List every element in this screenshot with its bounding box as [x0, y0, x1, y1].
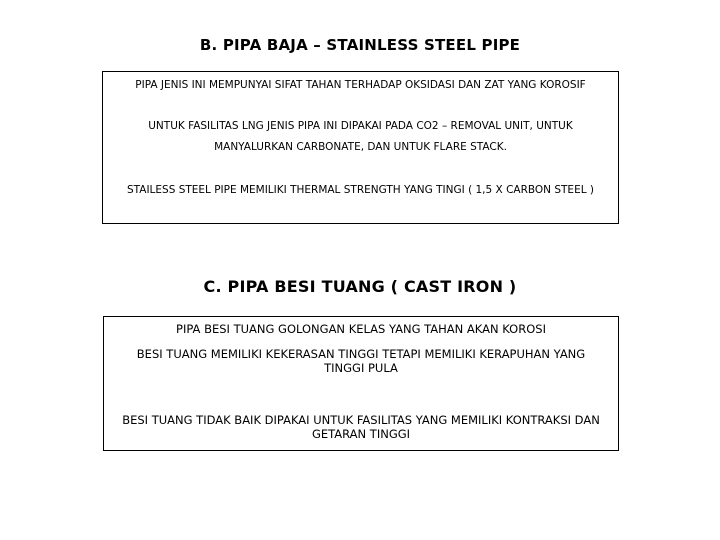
section-c-paragraph-3: BESI TUANG TIDAK BAIK DIPAKAI UNTUK FASILITAS YANG MEMILIKI KONTRAKSI DAN GETARAN TINGGI: [122, 413, 600, 441]
section-c-paragraph-1: PIPA BESI TUANG GOLONGAN KELAS YANG TAHAN AKAN KOROSI: [176, 322, 546, 336]
section-b-paragraph-2-continued: MANYALURKAN CARBONATE, DAN UNTUK FLARE STACK.: [214, 141, 507, 153]
section-b-title: B. PIPA BAJA – STAINLESS STEEL PIPE: [199, 36, 521, 54]
section-c-title: C. PIPA BESI TUANG ( CAST IRON ): [203, 277, 517, 296]
section-c-text-box: [103, 316, 619, 451]
section-c-paragraph-2: BESI TUANG MEMILIKI KEKERASAN TINGGI TETAPI MEMILIKI KERAPUHAN YANG TINGGI PULA: [136, 347, 586, 375]
section-b-text-box: [102, 71, 619, 224]
section-b-paragraph-2: UNTUK FASILITAS LNG JENIS PIPA INI DIPAKAI PADA CO2 – REMOVAL UNIT, UNTUK: [148, 120, 573, 132]
section-b-paragraph-1: PIPA JENIS INI MEMPUNYAI SIFAT TAHAN TERHADAP OKSIDASI DAN ZAT YANG KOROSIF: [135, 79, 586, 91]
section-b-paragraph-3: STAILESS STEEL PIPE MEMILIKI THERMAL STRENGTH YANG TINGI ( 1,5 X CARBON STEEL ): [127, 184, 594, 196]
